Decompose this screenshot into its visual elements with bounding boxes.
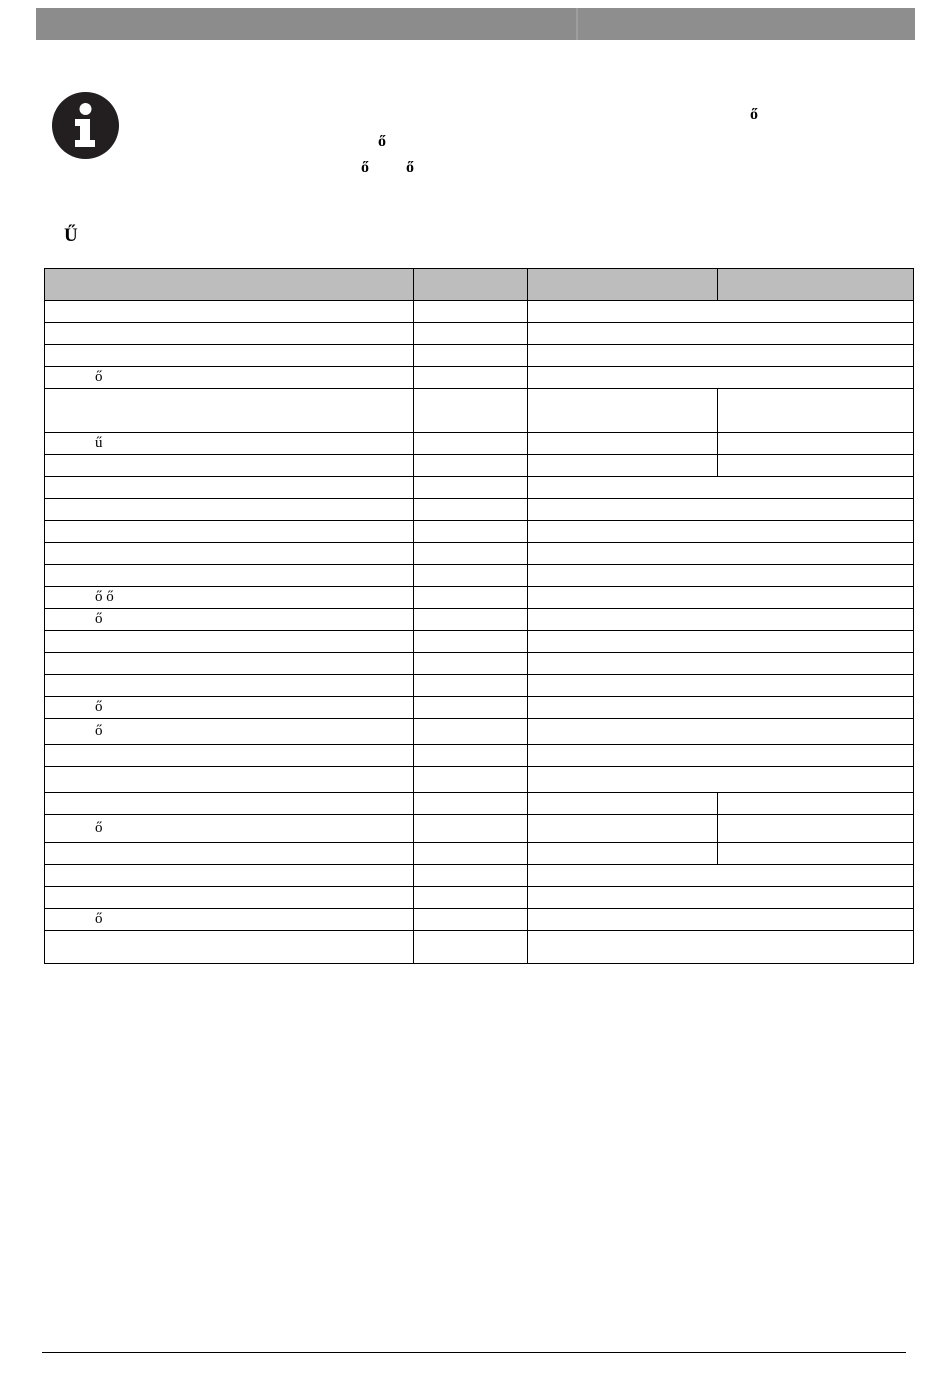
table-cell — [718, 455, 914, 477]
table-cell — [718, 793, 914, 815]
table-cell — [528, 455, 718, 477]
table-cell: ő — [45, 367, 414, 389]
table-cell — [45, 323, 414, 345]
table-cell — [528, 477, 914, 499]
table-row — [45, 675, 914, 697]
table-cell — [528, 631, 914, 653]
footer-rule — [42, 1352, 906, 1353]
table-row — [45, 433, 914, 455]
table-cell — [414, 865, 528, 887]
table-row — [45, 455, 914, 477]
table-cell — [528, 565, 914, 587]
table-cell — [45, 301, 414, 323]
table-cell — [528, 815, 718, 843]
table-cell — [414, 697, 528, 719]
table-row — [45, 367, 914, 389]
table-cell — [414, 609, 528, 631]
table-body — [45, 301, 914, 964]
table-cell — [414, 389, 528, 433]
table-cell — [528, 675, 914, 697]
table-cell — [528, 345, 914, 367]
table-row — [45, 887, 914, 909]
table-cell — [528, 323, 914, 345]
header-bar — [36, 8, 913, 40]
table-cell — [528, 909, 914, 931]
table-cell — [414, 767, 528, 793]
table-cell — [414, 631, 528, 653]
table-cell — [45, 843, 414, 865]
table-cell — [45, 865, 414, 887]
column-header — [414, 269, 528, 301]
table-cell — [414, 931, 528, 964]
table-cell — [718, 433, 914, 455]
table-cell — [414, 719, 528, 745]
table-row — [45, 499, 914, 521]
table-row — [45, 909, 914, 931]
table-cell — [414, 367, 528, 389]
table-cell — [414, 477, 528, 499]
table-cell — [528, 931, 914, 964]
table-row — [45, 865, 914, 887]
table-cell — [414, 745, 528, 767]
table-cell — [718, 843, 914, 865]
table-cell — [414, 793, 528, 815]
table-cell — [528, 543, 914, 565]
specification-table — [44, 268, 914, 964]
table-cell — [45, 543, 414, 565]
table-cell — [528, 587, 914, 609]
table-cell — [414, 653, 528, 675]
table-cell — [45, 931, 414, 964]
section-heading: Ű — [64, 225, 78, 246]
header-right-cell — [576, 8, 915, 40]
table-cell — [45, 653, 414, 675]
note-glyph: ő — [361, 159, 369, 176]
table-cell — [45, 631, 414, 653]
table-cell — [414, 323, 528, 345]
table-cell — [45, 521, 414, 543]
table-cell — [528, 499, 914, 521]
table-row — [45, 565, 914, 587]
table-cell: ő — [45, 719, 414, 745]
table-cell — [414, 843, 528, 865]
table-cell — [414, 345, 528, 367]
table-cell: ő — [45, 909, 414, 931]
table-cell — [414, 909, 528, 931]
table-cell — [528, 887, 914, 909]
table-cell — [528, 745, 914, 767]
table-cell — [414, 301, 528, 323]
table-cell — [414, 675, 528, 697]
table-row — [45, 477, 914, 499]
table-cell: ő — [45, 609, 414, 631]
table-cell — [528, 843, 718, 865]
table-cell — [528, 793, 718, 815]
table-cell: ű — [45, 433, 414, 455]
table-cell — [45, 745, 414, 767]
table-row — [45, 609, 914, 631]
table-cell — [414, 521, 528, 543]
note-glyph: ő — [750, 106, 758, 123]
table-cell — [718, 815, 914, 843]
table-cell — [45, 675, 414, 697]
table-row — [45, 931, 914, 964]
table-cell — [528, 697, 914, 719]
table-cell — [45, 793, 414, 815]
table-cell — [528, 609, 914, 631]
table-cell — [528, 301, 914, 323]
note-glyph: ő — [406, 159, 414, 176]
table-row — [45, 697, 914, 719]
table-cell: ő — [45, 697, 414, 719]
table-row — [45, 745, 914, 767]
table-cell — [528, 865, 914, 887]
table-cell — [45, 345, 414, 367]
table-cell — [528, 653, 914, 675]
header-left-cell — [36, 8, 574, 40]
table-cell — [45, 499, 414, 521]
table-row — [45, 767, 914, 793]
table-cell — [528, 433, 718, 455]
info-icon — [52, 92, 119, 159]
table-cell — [414, 815, 528, 843]
table-cell — [414, 565, 528, 587]
table-cell — [414, 455, 528, 477]
table-row — [45, 521, 914, 543]
table-row — [45, 631, 914, 653]
table-row — [45, 843, 914, 865]
table-row — [45, 815, 914, 843]
table-cell — [414, 543, 528, 565]
table-cell — [45, 887, 414, 909]
table-row — [45, 345, 914, 367]
note-glyph: ő — [378, 133, 386, 150]
table-cell: ő — [45, 815, 414, 843]
table-row — [45, 793, 914, 815]
table-cell — [45, 565, 414, 587]
table-cell — [45, 767, 414, 793]
column-header — [718, 269, 914, 301]
table-cell — [528, 367, 914, 389]
table-cell — [528, 767, 914, 793]
column-header — [528, 269, 718, 301]
table-row — [45, 719, 914, 745]
table-row — [45, 587, 914, 609]
column-header — [45, 269, 414, 301]
table-cell — [45, 455, 414, 477]
table-row — [45, 301, 914, 323]
table-cell — [45, 389, 414, 433]
table-cell — [414, 433, 528, 455]
table-cell — [414, 587, 528, 609]
table-cell — [528, 521, 914, 543]
table-cell — [718, 389, 914, 433]
table-cell — [528, 389, 718, 433]
table-cell — [45, 477, 414, 499]
table-cell — [414, 887, 528, 909]
table-row — [45, 323, 914, 345]
table-row — [45, 389, 914, 433]
table-row — [45, 543, 914, 565]
table-row — [45, 653, 914, 675]
table-cell: ő ő — [45, 587, 414, 609]
table-cell — [414, 499, 528, 521]
table-header-row — [45, 269, 914, 301]
table-cell — [528, 719, 914, 745]
